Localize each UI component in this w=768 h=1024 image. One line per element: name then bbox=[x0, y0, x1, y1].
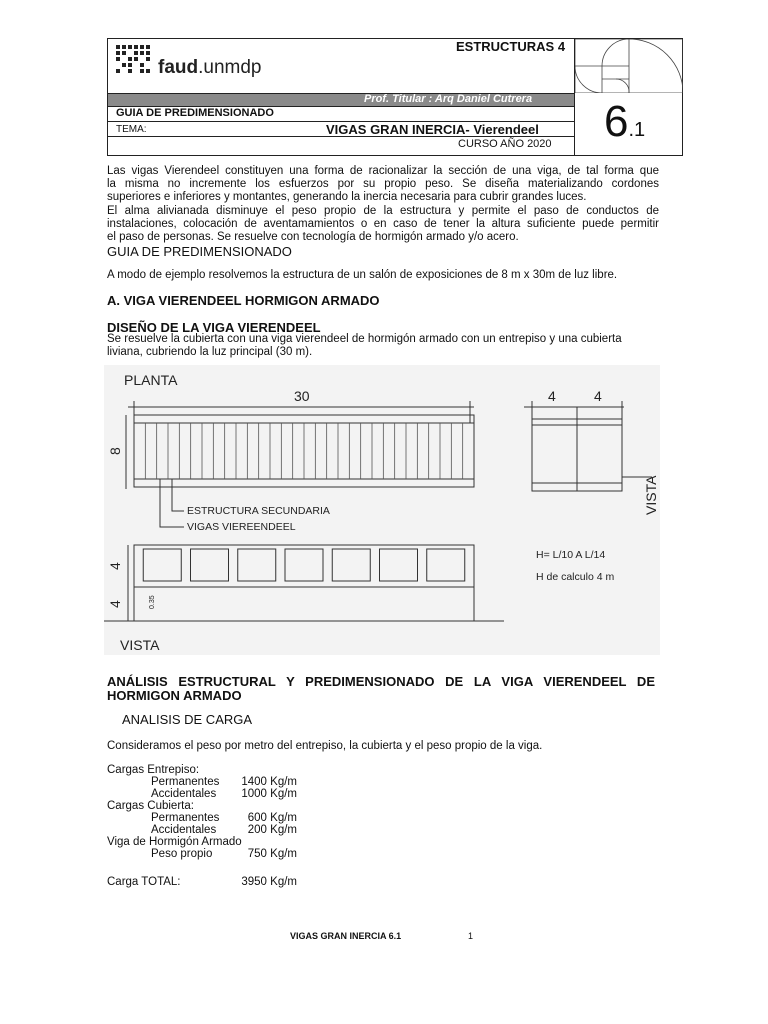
vista-right-label: VISTA bbox=[643, 475, 659, 515]
course-year: CURSO AÑO 2020 bbox=[458, 138, 552, 150]
topic-title: VIGAS GRAN INERCIA- Vierendeel bbox=[326, 122, 539, 137]
faud-logo-icon bbox=[116, 45, 156, 77]
vierendeel-drawing bbox=[104, 365, 660, 655]
load-row: Permanentes 1400 Kg/m bbox=[151, 776, 297, 788]
guide-title: GUIA DE PREDIMENSIONADO bbox=[116, 107, 274, 119]
load-row: Peso propio 750 Kg/m bbox=[151, 848, 297, 860]
load-intro: Consideramos el peso por metro del entrepiso, la cubierta y el peso propio de la viga. bbox=[107, 740, 543, 752]
golden-spiral-icon bbox=[575, 39, 683, 93]
calc-text: H de calculo 4 m bbox=[536, 571, 615, 583]
total-row: Carga TOTAL: 3950 Kg/m bbox=[107, 876, 297, 888]
course-name: ESTRUCTURAS 4 bbox=[456, 39, 566, 54]
dim-4-bot-label: 4 bbox=[107, 600, 123, 608]
dim-30-label: 30 bbox=[294, 388, 310, 404]
loads-list bbox=[107, 764, 407, 888]
section-a-heading: A. VIGA VIERENDEEL HORMIGON ARMADO bbox=[107, 293, 380, 308]
formula-text: H= L/10 A L/14 bbox=[536, 549, 606, 561]
guia-heading: GUIA DE PREDIMENSIONADO bbox=[107, 244, 292, 259]
intro-paragraph: Las vigas Vierendeel constituyen una forma de racionalizar la sección de una viga, de tal forma que la misma no incremente los esfuerzos por su propio peso. Se diseña materializando cordones superiores e inferiores y montantes, generando la inercia necesaria para cubrir grandes luces. El alma alivianada disminuye el peso propio de la estructura y permite el paso de conductos de instalaciones, colocación de aventamamientos o en caso de tener la altura suficiente puede permitir el paso de personas. Se resuelve con tecnología de hormigón armado y/o acero. bbox=[107, 165, 659, 244]
load-heading: ANALISIS DE CARGA bbox=[122, 712, 253, 727]
dim-035-label: 0.35 bbox=[149, 595, 156, 609]
cubierta-label: Cargas Cubierta: bbox=[107, 800, 194, 812]
professor-name: Prof. Titular : Arq Daniel Cutrera bbox=[364, 93, 533, 105]
planta-label: PLANTA bbox=[124, 372, 178, 388]
dim-8-label: 8 bbox=[107, 447, 123, 455]
example-text: A modo de ejemplo resolvemos la estructura de un salón de exposiciones de 8 m x 30m de luz libre. bbox=[107, 269, 618, 281]
viga-label: Viga de Hormigón Armado bbox=[107, 836, 242, 848]
design-paragraph: Se resuelve la cubierta con una viga vierendeel de hormigón armado con un entrepiso y una cubierta liviana, cubriendo la luz principal (30 m). bbox=[107, 333, 622, 358]
load-row: Permanentes 600 Kg/m bbox=[151, 812, 297, 824]
load-row: Accidentales 1000 Kg/m bbox=[151, 788, 297, 800]
header-divider bbox=[574, 93, 575, 156]
header-box bbox=[107, 38, 683, 156]
dim-4-top-label: 4 bbox=[107, 562, 123, 570]
label-vigas-vierendeel: VIGAS VIEREENDEEL bbox=[187, 521, 296, 533]
design-heading: DISEÑO DE LA VIGA VIERENDEEL bbox=[107, 320, 321, 335]
dim-4b-label: 4 bbox=[594, 388, 602, 404]
logo-text: faud.unmdp bbox=[158, 57, 262, 78]
analysis-heading: ANÁLISIS ESTRUCTURAL Y PREDIMENSIONADO DE LA VIGA VIERENDEEL DE HORMIGON ARMADO bbox=[107, 674, 655, 703]
dim-4a-label: 4 bbox=[548, 388, 556, 404]
page-number: 1 bbox=[468, 931, 474, 941]
vista-bottom-label: VISTA bbox=[120, 637, 160, 653]
tema-label: TEMA: bbox=[116, 124, 147, 135]
entrepiso-label: Cargas Entrepiso: bbox=[107, 764, 200, 776]
guide-number: 6.1 bbox=[604, 97, 646, 146]
footer-title: VIGAS GRAN INERCIA 6.1 bbox=[290, 931, 402, 941]
label-estructura-secundaria: ESTRUCTURA SECUNDARIA bbox=[187, 505, 330, 517]
load-row: Accidentales 200 Kg/m bbox=[151, 824, 297, 836]
